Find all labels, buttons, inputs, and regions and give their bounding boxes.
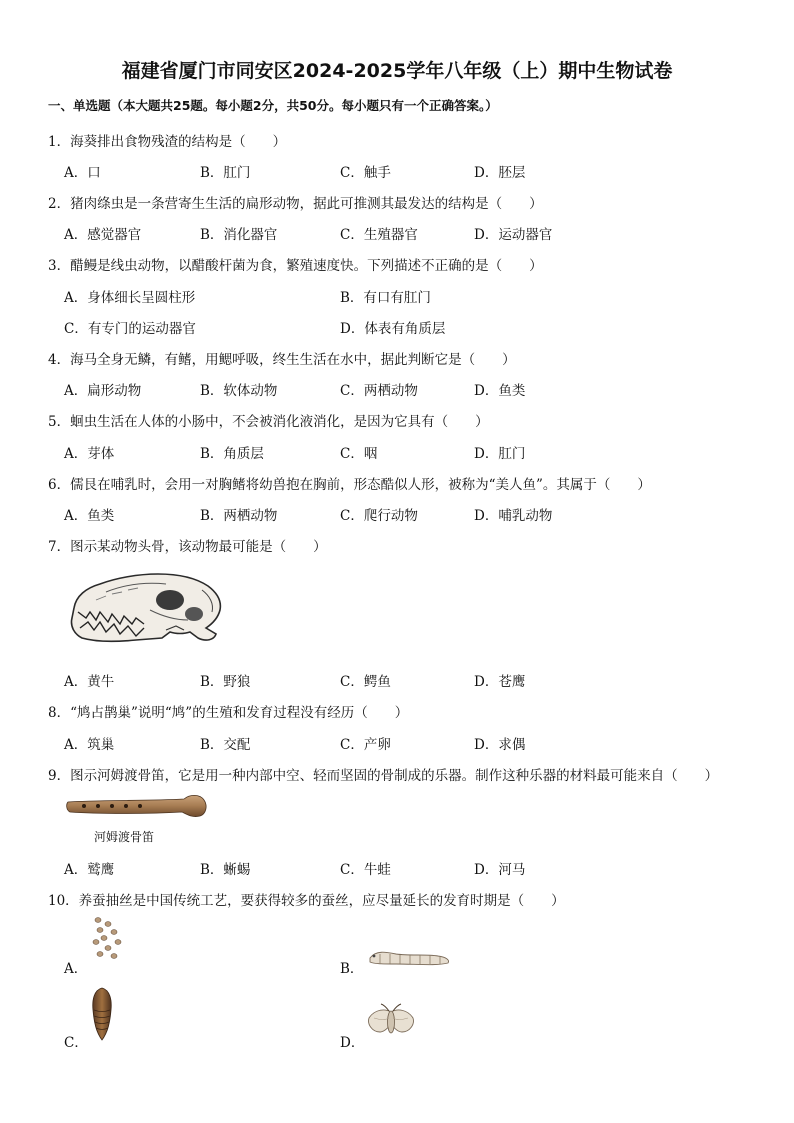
question-stem: 7．图示某动物头骨，该动物最可能是（ ） — [48, 539, 327, 555]
option-d: D．苍鹰 — [474, 674, 526, 690]
question-stem: 10．养蚕抽丝是中国传统工艺，要获得较多的蚕丝，应尽量延长的发育时期是（ ） — [48, 893, 565, 909]
option-d: D．哺乳动物 — [474, 508, 553, 524]
option-a: A．筑巢 — [64, 737, 115, 753]
question-stem: 9．图示河姆渡骨笛，它是用一种内部中空、轻而坚固的骨制成的乐器。制作这种乐器的材料最可能来自（ ） — [48, 768, 719, 784]
option-d: D． — [340, 1035, 365, 1051]
option-a: A．身体细长呈圆柱形 — [64, 290, 196, 306]
question-stem: 4．海马全身无鳞，有鳍，用鳃呼吸，终生生活在水中，据此判断它是（ ） — [48, 352, 516, 368]
question-stem: 5．蛔虫生活在人体的小肠中，不会被消化液消化，是因为它具有（ ） — [48, 414, 489, 430]
option-b: B．有口有肛门 — [340, 290, 431, 306]
silkworm-moth-image — [366, 1002, 416, 1040]
option-b: B．蜥蜴 — [200, 862, 251, 878]
option-b: B．角质层 — [200, 446, 264, 462]
option-d: D．体表有角质层 — [340, 321, 446, 337]
question-stem: 1．海葵排出食物残渣的结构是（ ） — [48, 134, 287, 150]
option-c: C．两栖动物 — [340, 383, 418, 399]
option-b: B． — [340, 961, 364, 977]
option-c: C．牛蛙 — [340, 862, 391, 878]
option-a: A．扁形动物 — [64, 383, 142, 399]
option-b: B．野狼 — [200, 674, 251, 690]
option-b: B．交配 — [200, 737, 251, 753]
option-a: A．感觉器官 — [64, 227, 142, 243]
option-c: C．生殖器官 — [340, 227, 418, 243]
option-b: B．消化器官 — [200, 227, 278, 243]
silkworm-pupa-image — [90, 986, 114, 1042]
option-c: C． — [64, 1035, 88, 1051]
option-a: A．鹫鹰 — [64, 862, 115, 878]
option-d: D．鱼类 — [474, 383, 526, 399]
option-c: C．触手 — [340, 165, 391, 181]
figure-caption: 河姆渡骨笛 — [94, 830, 155, 844]
option-a: A． — [64, 961, 88, 977]
question-stem: 2．猪肉绦虫是一条营寄生生活的扁形动物，据此可推测其最发达的结构是（ ） — [48, 196, 543, 212]
silkworm-larva-image — [366, 944, 452, 968]
wolf-skull-image — [66, 566, 226, 648]
question-stem: 8．“鸠占鹊巢”说明“鸠”的生殖和发育过程没有经历（ ） — [48, 705, 409, 721]
option-a: A．黄牛 — [64, 674, 115, 690]
option-c: C．有专门的运动器官 — [64, 321, 196, 337]
option-a: A．口 — [64, 165, 101, 181]
option-b: B．肛门 — [200, 165, 251, 181]
option-a: A．芽体 — [64, 446, 115, 462]
option-b: B．两栖动物 — [200, 508, 278, 524]
option-d: D．胚层 — [474, 165, 526, 181]
option-d: D．求偶 — [474, 737, 526, 753]
option-c: C．咽 — [340, 446, 378, 462]
option-c: C．爬行动物 — [340, 508, 418, 524]
question-stem: 3．醋鳗是线虫动物，以醋酸杆菌为食，繁殖速度快。下列描述不正确的是（ ） — [48, 258, 543, 274]
option-a: A．鱼类 — [64, 508, 115, 524]
option-d: D．运动器官 — [474, 227, 553, 243]
silkworm-eggs-image — [90, 914, 126, 964]
option-d: D．肛门 — [474, 446, 526, 462]
option-b: B．软体动物 — [200, 383, 278, 399]
option-c: C．产卵 — [340, 737, 391, 753]
section-heading: 一、单选题（本大题共25题。每小题2分，共50分。每小题只有一个正确答案。） — [48, 98, 498, 113]
option-c: C．鳄鱼 — [340, 674, 391, 690]
option-d: D．河马 — [474, 862, 526, 878]
question-stem: 6．儒艮在哺乳时，会用一对胸鳍将幼兽抱在胸前，形态酷似人形，被称为“美人鱼”。其属于（ ） — [48, 477, 651, 493]
exam-title: 福建省厦门市同安区2024-2025学年八年级（上）期中生物试卷 — [121, 60, 673, 82]
bone-flute-image — [66, 792, 208, 822]
